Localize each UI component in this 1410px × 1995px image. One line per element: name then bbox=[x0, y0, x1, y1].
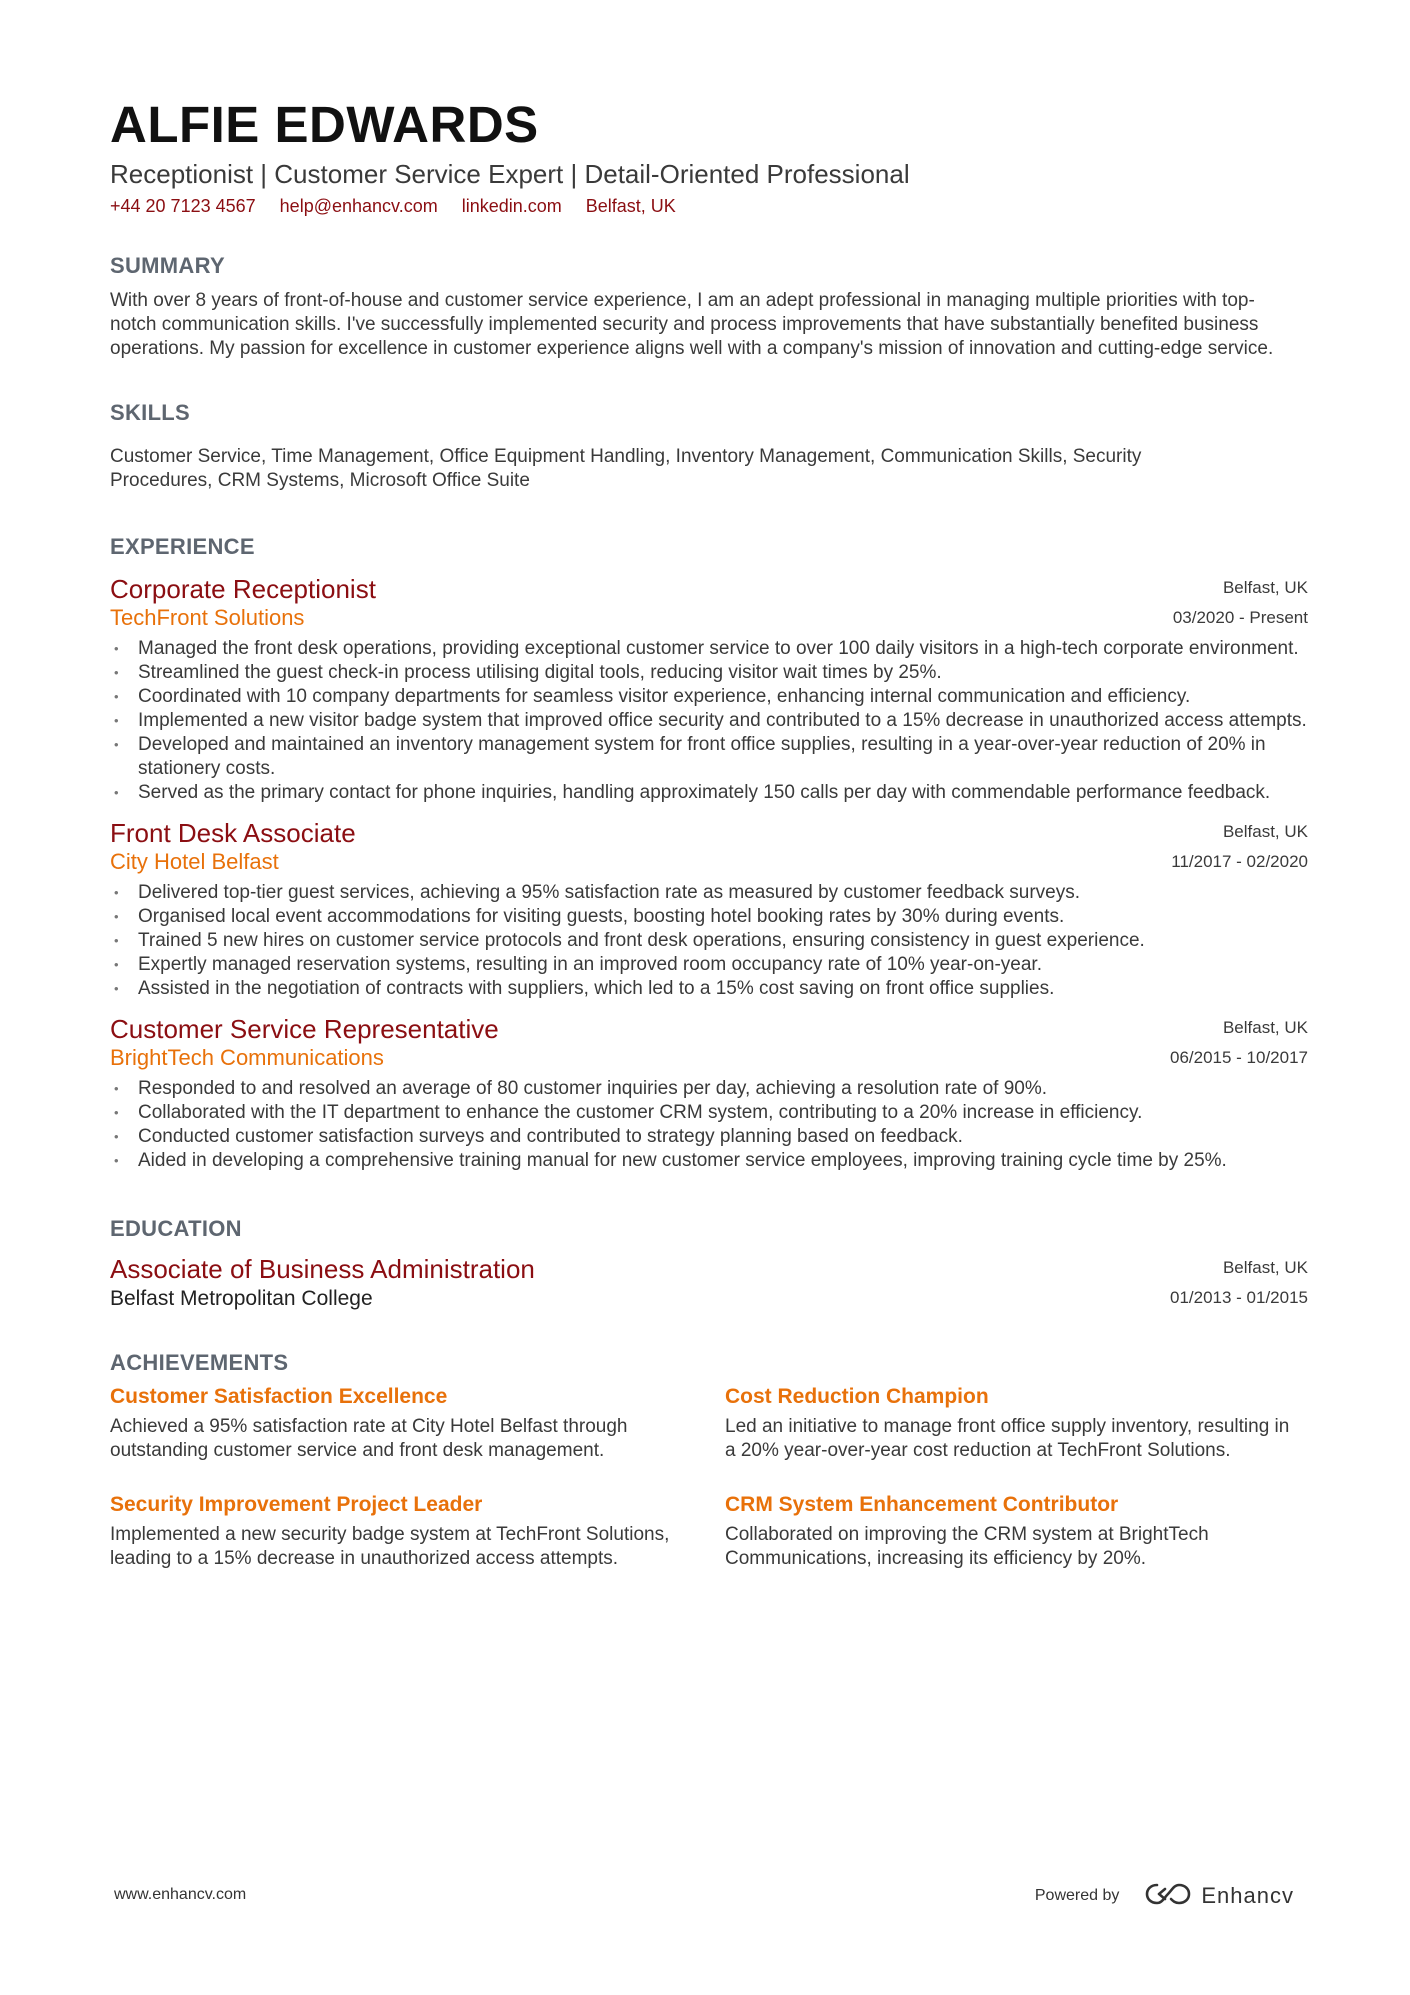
job-entry bbox=[110, 573, 1308, 805]
job-title: Corporate Receptionist bbox=[110, 574, 376, 604]
skills-list: Customer Service, Time Management, Office Equipment Handling, Inventory Management, Communication Skills, Security Procedures, CRM Systems, Microsoft Office Suite bbox=[110, 446, 1142, 491]
job-dates: 11/2017 - 02/2020 bbox=[1171, 852, 1308, 871]
achievement-desc: Led an initiative to manage front office supply inventory, resulting in a 20% year-over-year cost reduction at TechFront Solutions. bbox=[725, 1416, 1290, 1461]
job-bullet: • Responded to and resolved an average of 80 customer inquiries per day, achieving a resolution rate of 90%. bbox=[110, 1077, 1308, 1101]
job-location: Belfast, UK bbox=[1222, 578, 1308, 597]
achievement-item bbox=[110, 1383, 725, 1463]
job-entry bbox=[110, 1013, 1308, 1173]
achievements-section bbox=[110, 1349, 1308, 1571]
contact-line bbox=[110, 194, 1308, 218]
job-bullet: • Expertly managed reservation systems, resulting in an improved room occupancy rate of 10% year-on-year. bbox=[110, 953, 1308, 977]
achievement-desc: Collaborated on improving the CRM system at BrightTech Communications, increasing its efficiency by 20%. bbox=[725, 1524, 1209, 1569]
page-footer bbox=[114, 1876, 1294, 1916]
candidate-name: ALFIE EDWARDS bbox=[110, 96, 539, 153]
footer-branding bbox=[1035, 1876, 1294, 1916]
job-bullets bbox=[110, 881, 1308, 1001]
job-bullet: • Aided in developing a comprehensive training manual for new customer service employees, improving training cycle time by 25%. bbox=[110, 1149, 1308, 1173]
job-dates: 06/2015 - 10/2017 bbox=[1169, 1048, 1308, 1067]
achievement-title: Customer Satisfaction Excellence bbox=[110, 1385, 448, 1408]
job-bullet: • Managed the front desk operations, providing exceptional customer service to over 100 daily visitors in a high-tech corporate environment. bbox=[110, 637, 1308, 661]
education-dates: 01/2013 - 01/2015 bbox=[1169, 1288, 1308, 1307]
achievement-item bbox=[725, 1383, 1305, 1463]
summary-text: With over 8 years of front-of-house and customer service experience, I am an adept professional in managing multiple priorities with top-notch communication skills. I've successfully implemented security and process improvements that have substantially benefited business operations. My passion for excellence in customer experience aligns well with a company's mission of innovation and cutting-edge service. bbox=[110, 290, 1274, 359]
education-school: Belfast Metropolitan College bbox=[110, 1287, 373, 1310]
skills-section bbox=[110, 399, 1308, 493]
contact-email[interactable]: help@enhancv.com bbox=[279, 196, 438, 216]
job-bullet: • Organised local event accommodations for visiting guests, boosting hotel booking rates by 30% during events. bbox=[110, 905, 1308, 929]
job-dates: 03/2020 - Present bbox=[1172, 608, 1308, 627]
contact-phone[interactable]: +44 20 7123 4567 bbox=[110, 196, 256, 216]
section-title-experience: EXPERIENCE bbox=[110, 534, 255, 559]
achievement-item bbox=[110, 1491, 725, 1571]
achievement-desc: Implemented a new security badge system at TechFront Solutions, leading to a 15% decrease in unauthorized access attempts. bbox=[110, 1524, 670, 1569]
resume-header bbox=[110, 96, 1308, 218]
achievement-title: CRM System Enhancement Contributor bbox=[725, 1493, 1119, 1516]
enhancv-logo-text[interactable]: Enhancv bbox=[1201, 1883, 1294, 1908]
achievement-title: Cost Reduction Champion bbox=[725, 1385, 989, 1408]
education-section bbox=[110, 1215, 1308, 1313]
education-degree: Associate of Business Administration bbox=[110, 1254, 535, 1284]
resume-page bbox=[110, 96, 1308, 1571]
section-title-achievements: ACHIEVEMENTS bbox=[110, 1350, 289, 1375]
job-entry bbox=[110, 817, 1308, 1001]
education-location: Belfast, UK bbox=[1222, 1258, 1308, 1277]
achievement-item bbox=[725, 1491, 1305, 1571]
summary-section bbox=[110, 252, 1308, 361]
achievements-grid bbox=[110, 1383, 1308, 1571]
job-company: BrightTech Communications bbox=[110, 1045, 384, 1070]
job-bullets bbox=[110, 637, 1308, 805]
job-location: Belfast, UK bbox=[1222, 1018, 1308, 1037]
job-location: Belfast, UK bbox=[1222, 822, 1308, 841]
job-bullet: • Collaborated with the IT department to enhance the customer CRM system, contributing to a 20% increase in efficiency. bbox=[110, 1101, 1308, 1125]
powered-by-label: Powered by bbox=[1034, 1887, 1120, 1904]
experience-section bbox=[110, 533, 1308, 1173]
job-bullet: • Developed and maintained an inventory management system for front office supplies, resulting in a year-over-year reduction of 20% in stationery costs. bbox=[110, 733, 1308, 781]
section-title-education: EDUCATION bbox=[110, 1216, 242, 1241]
candidate-headline: Receptionist | Customer Service Expert | Detail-Oriented Professional bbox=[110, 159, 910, 189]
section-title-skills: SKILLS bbox=[110, 400, 191, 425]
enhancv-logo-icon bbox=[1145, 1881, 1191, 1912]
job-bullet: • Trained 5 new hires on customer service protocols and front desk operations, ensuring consistency in guest experience. bbox=[110, 929, 1308, 953]
job-company: TechFront Solutions bbox=[110, 605, 305, 630]
job-bullet: • Implemented a new visitor badge system that improved office security and contributed to a 15% decrease in unauthorized access attempts. bbox=[110, 709, 1308, 733]
footer-url[interactable]: www.enhancv.com bbox=[114, 1886, 247, 1903]
contact-location: Belfast, UK bbox=[585, 196, 676, 216]
job-bullet: • Served as the primary contact for phone inquiries, handling approximately 150 calls per day with commendable performance feedback. bbox=[110, 781, 1308, 805]
job-bullet: • Assisted in the negotiation of contracts with suppliers, which led to a 15% cost saving on front office supplies. bbox=[110, 977, 1308, 1001]
job-bullets bbox=[110, 1077, 1308, 1173]
job-bullet: • Delivered top-tier guest services, achieving a 95% satisfaction rate as measured by customer feedback surveys. bbox=[110, 881, 1308, 905]
achievement-title: Security Improvement Project Leader bbox=[110, 1493, 483, 1516]
section-title-summary: SUMMARY bbox=[110, 253, 225, 278]
achievement-desc: Achieved a 95% satisfaction rate at City Hotel Belfast through outstanding customer service and front desk management. bbox=[110, 1416, 628, 1461]
job-bullet: • Streamlined the guest check-in process utilising digital tools, reducing visitor wait times by 25%. bbox=[110, 661, 1308, 685]
job-bullet: • Coordinated with 10 company departments for seamless visitor experience, enhancing internal communication and efficiency. bbox=[110, 685, 1308, 709]
job-company: City Hotel Belfast bbox=[110, 849, 279, 874]
job-bullet: • Conducted customer satisfaction surveys and contributed to strategy planning based on feedback. bbox=[110, 1125, 1308, 1149]
contact-linkedin[interactable]: linkedin.com bbox=[461, 196, 562, 216]
job-title: Customer Service Representative bbox=[110, 1014, 499, 1044]
job-title: Front Desk Associate bbox=[110, 818, 356, 848]
